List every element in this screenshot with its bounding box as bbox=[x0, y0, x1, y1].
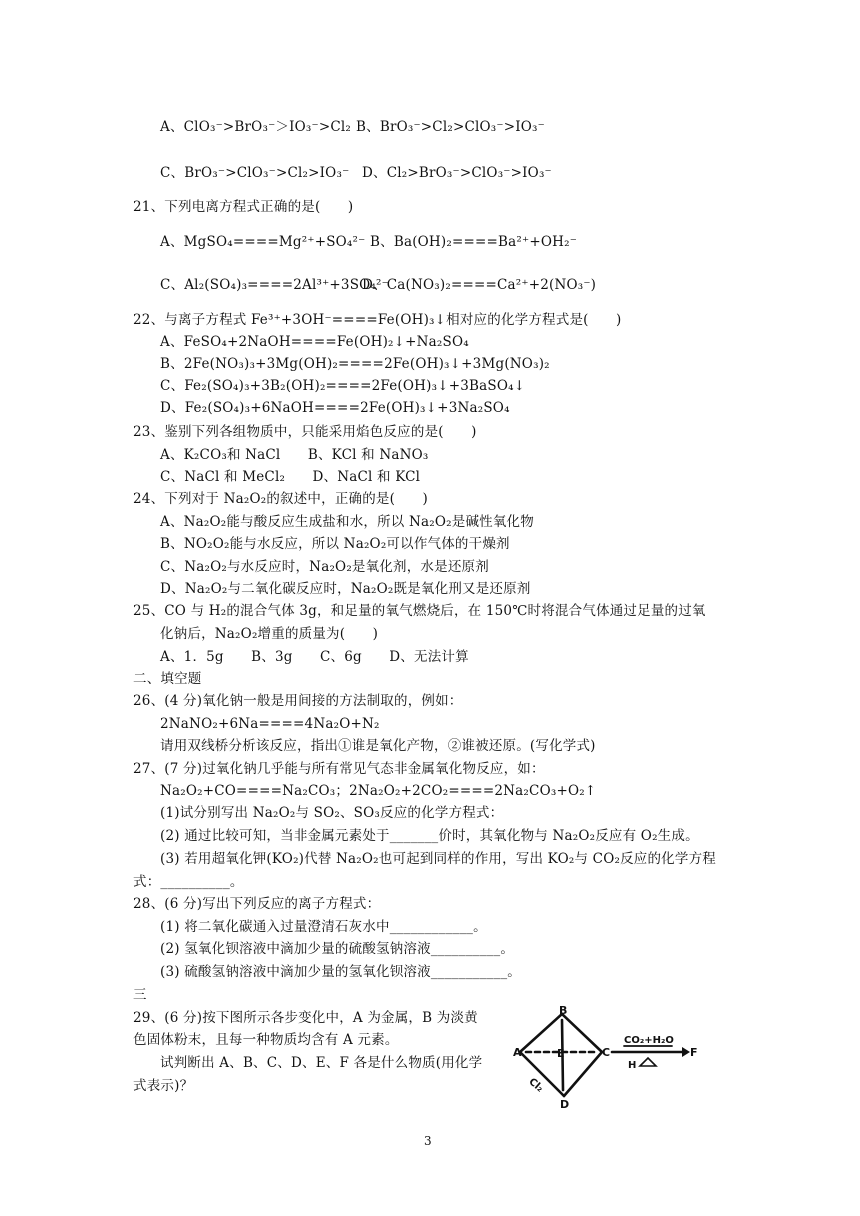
reagent-h: H bbox=[628, 1060, 637, 1071]
edge-b-c bbox=[562, 1014, 602, 1052]
q27-equation: Na₂O₂+CO====Na₂CO₃；2Na₂O₂+2CO₂====2Na₂CO₃+O₂↑ bbox=[160, 783, 597, 799]
node-c: C bbox=[602, 1046, 611, 1059]
q20-option-c: C、BrO₃⁻>ClO₃⁻>Cl₂>IO₃⁻ bbox=[160, 165, 350, 181]
q21-option-d: D、Ca(NO₃)₂====Ca²⁺+2(NO₃⁻) bbox=[362, 277, 597, 293]
q26-task: 请用双线桥分析该反应，指出①谁是氧化产物，②谁被还原。(写化学式) bbox=[160, 738, 596, 754]
q28-part2: (2) 氢氧化钡溶液中滴加少量的硫酸氢钠溶液__________。 bbox=[160, 941, 515, 957]
q21-option-c: C、Al₂(SO₄)₃====2Al³⁺+3SO₄²⁻ bbox=[160, 277, 389, 293]
q29-line1: 29、(6 分)按下图所示各步变化中，A 为金属，B 为淡黄 bbox=[133, 1010, 478, 1026]
node-d: D bbox=[560, 1098, 570, 1111]
q28-part3: (3) 硫酸氢钠溶液中滴加少量的氢氧化钡溶液___________。 bbox=[160, 964, 521, 980]
q25-options: A、1．5g B、3g C、6g D、无法计算 bbox=[160, 649, 469, 665]
q25-stem-line1: 25、CO 与 H₂的混合气体 3g，和足量的氧气燃烧后，在 150℃时将混合气体通过足量的过氧 bbox=[133, 603, 706, 619]
section-three-title: 三 bbox=[133, 987, 147, 1003]
q24-option-a: A、Na₂O₂能与酸反应生成盐和水，所以 Na₂O₂是碱性氧化物 bbox=[160, 514, 534, 530]
reagent-cl2: Cl₂ bbox=[526, 1076, 546, 1095]
node-b: B bbox=[559, 1004, 568, 1017]
q25-stem-line2: 化钠后，Na₂O₂增重的质量为( ) bbox=[160, 626, 379, 642]
q21-option-a: A、MgSO₄====Mg²⁺+SO₄²⁻ bbox=[160, 234, 366, 250]
q22-stem: 22、与离子方程式 Fe³⁺+3OH⁻====Fe(OH)₃↓相对应的化学方程式是( ) bbox=[133, 312, 622, 328]
heat-triangle bbox=[640, 1058, 656, 1066]
reagent-co2-h2o: CO₂+H₂O bbox=[624, 1035, 674, 1046]
edge-b-a bbox=[520, 1014, 562, 1052]
section-fill-in-title: 二、填空题 bbox=[133, 671, 202, 687]
q26-equation: 2NaNO₂+6Na====4Na₂O+N₂ bbox=[160, 716, 380, 732]
q26-stem: 26、(4 分)氧化钠一般是用间接的方法制取的，例如： bbox=[133, 693, 463, 709]
q24-option-c: C、Na₂O₂与水反应时，Na₂O₂是氧化剂，水是还原剂 bbox=[160, 559, 489, 575]
q29-line4: 式表示)？ bbox=[133, 1078, 194, 1094]
page-number: 3 bbox=[424, 1134, 432, 1148]
q27-part1: (1)试分别写出 Na₂O₂与 SO₂、SO₃反应的化学方程式： bbox=[160, 805, 504, 821]
q24-stem: 24、下列对于 Na₂O₂的叙述中，正确的是( ) bbox=[133, 491, 428, 507]
q22-option-a: A、FeSO₄+2NaOH====Fe(OH)₂↓+Na₂SO₄ bbox=[160, 334, 469, 350]
q23-stem: 23、鉴别下列各组物质中，只能采用焰色反应的是( ) bbox=[133, 424, 477, 440]
node-e: E bbox=[557, 1047, 565, 1060]
q23-options-cd: C、NaCl 和 MeCl₂ D、NaCl 和 KCl bbox=[160, 469, 421, 485]
q28-part1: (1) 将二氧化碳通入过量澄清石灰水中____________。 bbox=[160, 919, 487, 935]
q27-stem: 27、(7 分)过氧化钠几乎能与所有常见气态非金属氧化物反应，如： bbox=[133, 761, 545, 777]
q21-option-b: B、Ba(OH)₂====Ba²⁺+OH₂⁻ bbox=[370, 234, 578, 250]
q29-line2: 色固体粉末，且每一种物质均含有 A 元素。 bbox=[133, 1032, 399, 1048]
q28-stem: 28、(6 分)写出下列反应的离子方程式： bbox=[133, 896, 381, 912]
q22-option-d: D、Fe₂(SO₄)₃+6NaOH====2Fe(OH)₃↓+3Na₂SO₄ bbox=[160, 400, 510, 416]
q24-option-b: B、NO₂O₂能与水反应，所以 Na₂O₂可以作气体的干燥剂 bbox=[160, 536, 510, 552]
q24-option-d: D、Na₂O₂与二氧化碳反应时，Na₂O₂既是氧化刑又是还原剂 bbox=[160, 581, 531, 597]
q20-option-b: B、BrO₃⁻>Cl₂>ClO₃⁻>IO₃⁻ bbox=[356, 119, 545, 135]
node-a: A bbox=[513, 1046, 522, 1059]
q29-line3: 试判断出 A、B、C、D、E、F 各是什么物质(用化学 bbox=[160, 1055, 483, 1071]
q22-option-c: C、Fe₂(SO₄)₃+3B₂(OH)₂====2Fe(OH)₃↓+3BaSO₄↓ bbox=[160, 378, 526, 394]
q20-option-a: A、ClO₃⁻>BrO₃⁻＞IO₃⁻>Cl₂ bbox=[160, 119, 352, 135]
q23-options-ab: A、K₂CO₃和 NaCl B、KCl 和 NaNO₃ bbox=[160, 447, 429, 463]
node-f: F bbox=[690, 1046, 698, 1059]
q22-option-b: B、2Fe(NO₃)₃+3Mg(OH)₂====2Fe(OH)₃↓+3Mg(NO₃)₂ bbox=[160, 356, 550, 372]
arrow-head bbox=[682, 1047, 690, 1057]
q21-stem: 21、下列电离方程式正确的是( ) bbox=[133, 199, 354, 215]
q20-option-d: D、Cl₂>BrO₃⁻>ClO₃⁻>IO₃⁻ bbox=[362, 165, 552, 181]
reaction-diagram bbox=[512, 1004, 708, 1112]
q27-part2: (2) 通过比较可知，当非金属元素处于_______价时，其氧化物与 Na₂O₂反应有 O₂生成。 bbox=[160, 828, 699, 844]
q27-part3-line2: 式：__________。 bbox=[133, 874, 244, 890]
edge-c-d bbox=[564, 1052, 602, 1096]
q27-part3-line1: (3) 若用超氧化钾(KO₂)代替 Na₂O₂也可起到同样的作用，写出 KO₂与 CO₂反应的化学方程 bbox=[160, 851, 716, 867]
